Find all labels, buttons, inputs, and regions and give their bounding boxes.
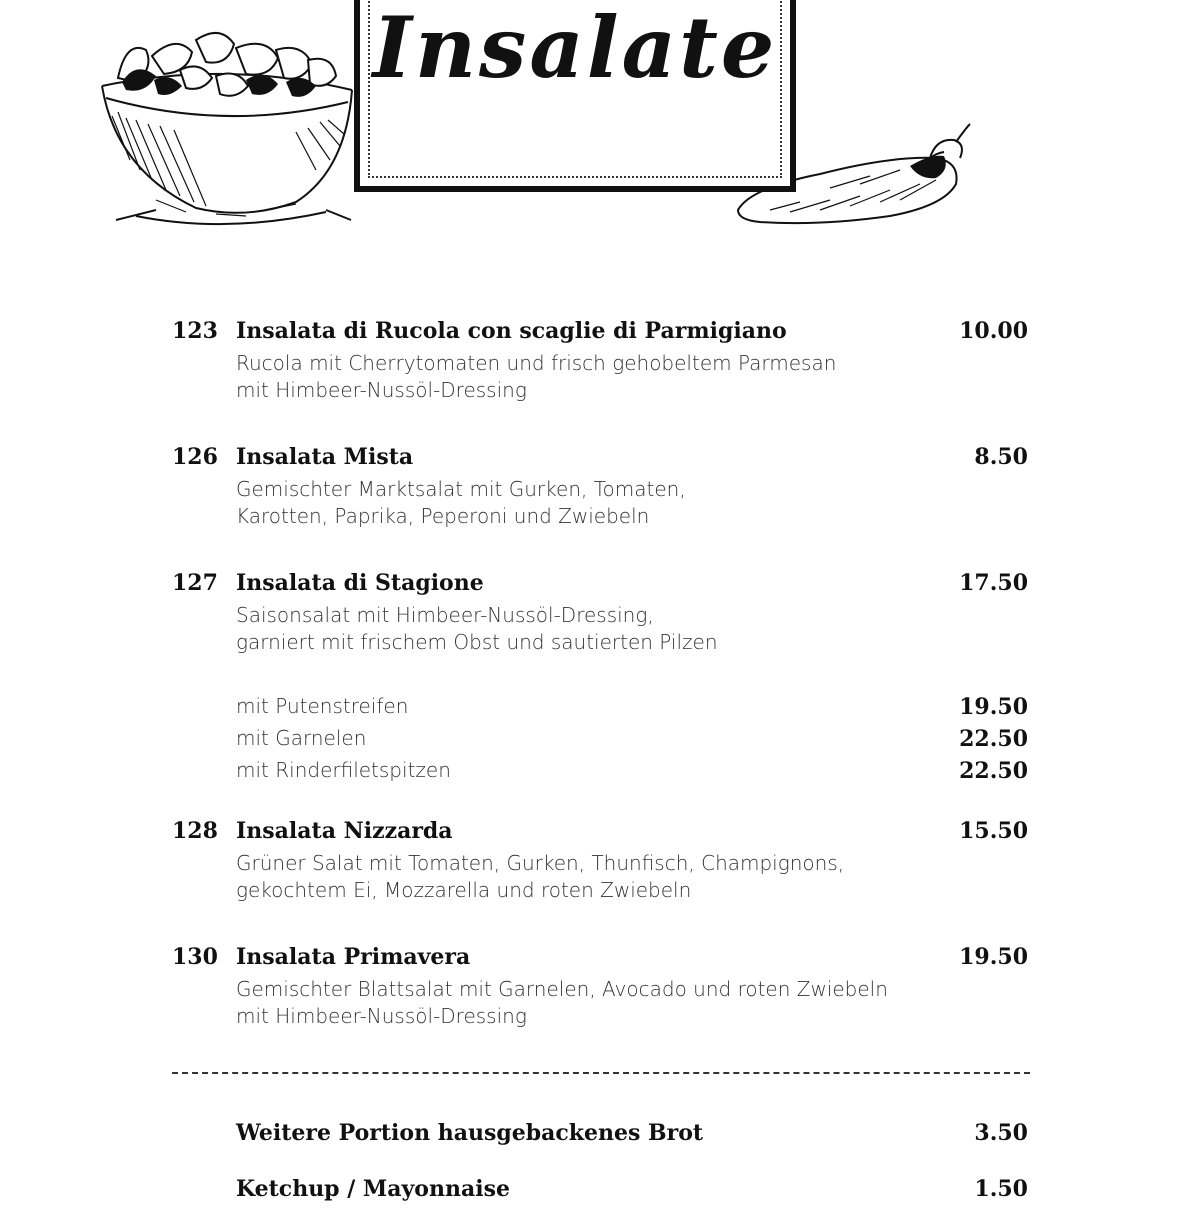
footer-item-name: Weitere Portion hausgebackenes Brot [236, 1120, 704, 1146]
title-frame [354, 0, 796, 192]
footer-item-price: 3.50 [974, 1120, 1028, 1146]
menu-list [172, 318, 1030, 1070]
item-extras [172, 692, 1030, 788]
description-line: garniert mit frischem Obst und sautierten Pilzen [236, 630, 718, 654]
page-title: Insalate [372, 0, 778, 97]
menu-item [172, 944, 1030, 1030]
item-price: 15.50 [959, 818, 1028, 844]
item-name: Insalata di Stagione [236, 570, 484, 596]
menu-item [172, 570, 1030, 656]
item-description [236, 850, 1030, 904]
extra-label: mit Putenstreifen [236, 694, 409, 718]
menu-item [172, 444, 1030, 530]
extra-option [172, 724, 1030, 756]
description-line: Gemischter Blattsalat mit Garnelen, Avocado und roten Zwiebeln [236, 977, 888, 1001]
footer-item [172, 1176, 1030, 1232]
footer-item-price: 1.50 [974, 1176, 1028, 1202]
item-number: 128 [172, 818, 218, 844]
item-price: 10.00 [959, 318, 1028, 344]
item-name: Insalata Nizzarda [236, 818, 453, 844]
item-name: Insalata Mista [236, 444, 414, 470]
item-name: Insalata Primavera [236, 944, 471, 970]
description-line: gekochtem Ei, Mozzarella und roten Zwiebeln [236, 878, 692, 902]
extra-label: mit Rinderfiletspitzen [236, 758, 451, 782]
menu-item [172, 318, 1030, 404]
item-description [236, 602, 1030, 656]
description-line: Saisonsalat mit Himbeer-Nussöl-Dressing, [236, 603, 654, 627]
extras-footer [172, 1120, 1030, 1232]
item-description [236, 976, 1030, 1030]
extra-price: 22.50 [959, 726, 1028, 752]
extra-option [172, 692, 1030, 724]
item-number: 123 [172, 318, 218, 344]
description-line: Gemischter Marktsalat mit Gurken, Tomaten, [236, 477, 686, 501]
extra-price: 19.50 [959, 694, 1028, 720]
description-line: Karotten, Paprika, Peperoni und Zwiebeln [236, 504, 650, 528]
item-price: 17.50 [959, 570, 1028, 596]
item-number: 127 [172, 570, 218, 596]
item-number: 130 [172, 944, 218, 970]
extra-option [172, 756, 1030, 788]
menu-item [172, 818, 1030, 904]
item-price: 8.50 [974, 444, 1028, 470]
item-description [236, 350, 1030, 404]
description-line: mit Himbeer-Nussöl-Dressing [236, 378, 527, 402]
description-line: Rucola mit Cherrytomaten und frisch gehobeltem Parmesan [236, 351, 837, 375]
salad-bowl-icon [96, 20, 358, 230]
description-line: mit Himbeer-Nussöl-Dressing [236, 1004, 527, 1028]
item-name: Insalata di Rucola con scaglie di Parmigiano [236, 318, 787, 344]
extra-label: mit Garnelen [236, 726, 367, 750]
extra-price: 22.50 [959, 758, 1028, 784]
footer-item [172, 1120, 1030, 1176]
dashed-divider [172, 1072, 1030, 1074]
description-line: Grüner Salat mit Tomaten, Gurken, Thunfisch, Champignons, [236, 851, 845, 875]
item-number: 126 [172, 444, 218, 470]
item-price: 19.50 [959, 944, 1028, 970]
footer-item-name: Ketchup / Mayonnaise [236, 1176, 510, 1202]
item-description [236, 476, 1030, 530]
